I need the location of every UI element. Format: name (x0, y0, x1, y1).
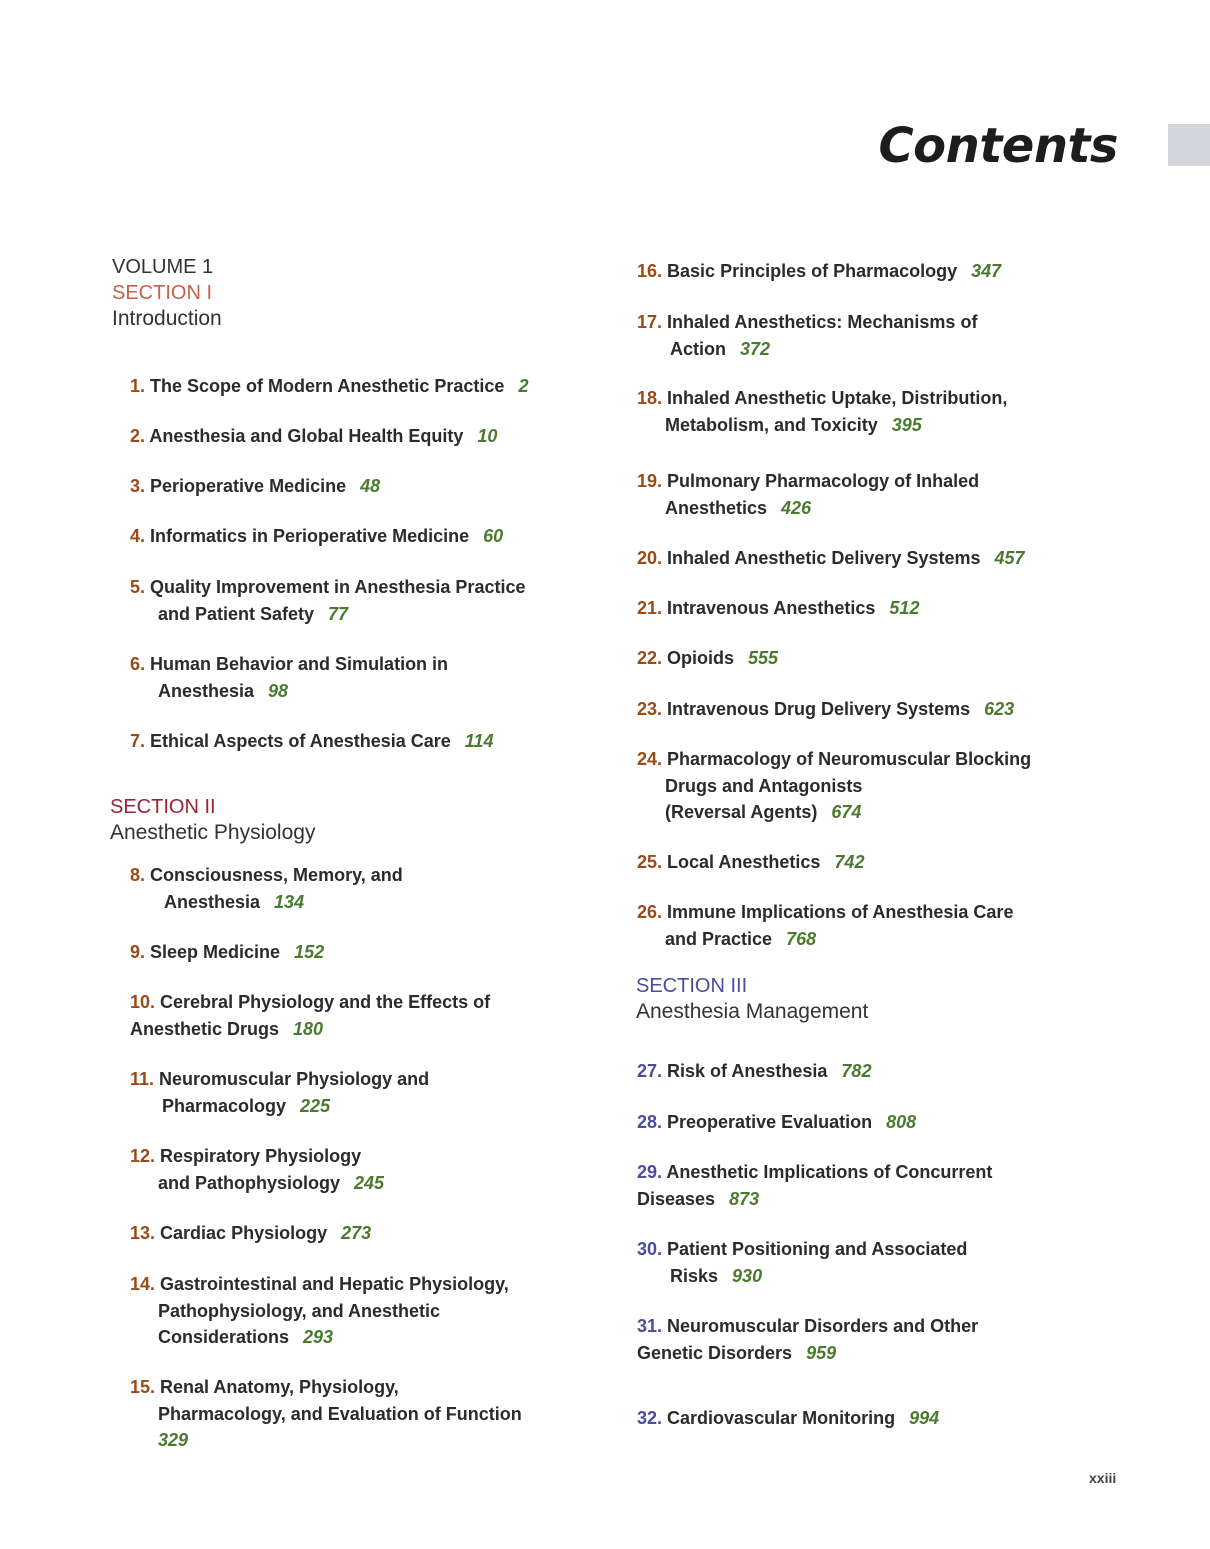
chapter-page-number: 60 (483, 526, 504, 546)
toc-entry[interactable] (637, 1058, 871, 1085)
chapter-number: 18. (637, 388, 668, 408)
chapter-number: 27. (637, 1061, 668, 1081)
chapter-number: 28. (637, 1112, 668, 1132)
chapter-number: 9. (130, 942, 151, 962)
chapter-page-number: 742 (834, 852, 865, 872)
chapter-page-number: 152 (294, 942, 325, 962)
chapter-title: Quality Improvement in Anesthesia Practice (150, 577, 526, 597)
chapter-number: 14. (130, 1274, 161, 1294)
chapter-page-number: 623 (984, 699, 1015, 719)
toc-entry[interactable] (130, 574, 525, 627)
chapter-number: 7. (130, 731, 151, 751)
toc-entry[interactable] (637, 746, 1031, 826)
chapter-page-number: 10 (477, 426, 498, 446)
chapter-title: Pulmonary Pharmacology of Inhaled (667, 471, 980, 491)
toc-entry[interactable] (130, 423, 497, 450)
toc-entry[interactable] (130, 523, 503, 550)
toc-entry[interactable] (637, 595, 919, 622)
toc-entry[interactable] (637, 849, 864, 876)
chapter-number: 21. (637, 598, 668, 618)
chapter-page-number: 347 (971, 261, 1002, 281)
chapter-page-number: 512 (889, 598, 920, 618)
chapter-page-number: 959 (806, 1342, 837, 1363)
toc-entry[interactable] (637, 696, 1014, 723)
chapter-title: Anesthesia (158, 680, 255, 701)
chapter-page-number: 225 (300, 1095, 331, 1116)
chapter-page-number: 48 (360, 476, 381, 496)
chapter-title: Inhaled Anesthetic Uptake, Distribution, (667, 388, 1008, 408)
toc-entry[interactable] (637, 1159, 992, 1212)
chapter-title: Considerations (158, 1327, 290, 1347)
chapter-number: 30. (637, 1239, 668, 1259)
chapter-page-number: 98 (268, 680, 289, 701)
toc-entry[interactable] (130, 989, 490, 1042)
chapter-number: 22. (637, 648, 668, 668)
chapter-number: 13. (130, 1223, 161, 1243)
toc-entry[interactable] (130, 651, 448, 704)
chapter-title: and Practice (665, 928, 773, 949)
chapter-page-number: 808 (886, 1112, 917, 1132)
toc-entry[interactable] (130, 728, 494, 755)
chapter-title: Consciousness, Memory, and (150, 865, 403, 885)
thumb-tab (1168, 124, 1210, 166)
chapter-title: Gastrointestinal and Hepatic Physiology, (160, 1274, 509, 1294)
chapter-title: Diseases (637, 1188, 716, 1209)
volume-label: VOLUME 1 (112, 256, 214, 278)
toc-entry[interactable] (130, 862, 403, 915)
chapter-title: Patient Positioning and Associated (667, 1239, 968, 1259)
chapter-page-number: 457 (994, 548, 1025, 568)
chapter-page-number: 426 (781, 497, 812, 518)
chapter-page-number: 674 (831, 802, 862, 822)
chapter-title: Neuromuscular Disorders and Other (667, 1316, 979, 1336)
toc-entry[interactable] (130, 1220, 371, 1247)
toc-entry[interactable] (637, 1313, 978, 1366)
chapter-page-number: 114 (464, 731, 494, 751)
chapter-title: Perioperative Medicine (150, 476, 347, 496)
section-2-label: SECTION II (110, 796, 216, 818)
chapter-page-number: 372 (740, 338, 771, 359)
toc-entry[interactable] (130, 1066, 429, 1119)
chapter-page-number: 245 (354, 1172, 385, 1193)
chapter-title: Anesthesia (164, 891, 261, 912)
chapter-number: 8. (130, 865, 151, 885)
chapter-number: 31. (637, 1316, 668, 1336)
chapter-page-number: 180 (293, 1018, 324, 1039)
chapter-number: 10. (130, 992, 161, 1012)
chapter-number: 23. (637, 699, 668, 719)
chapter-title: Risk of Anesthesia (667, 1061, 828, 1081)
chapter-number: 1. (130, 376, 151, 396)
toc-entry[interactable] (637, 545, 1025, 572)
chapter-title: Neuromuscular Physiology and (159, 1069, 430, 1089)
toc-entry[interactable] (637, 258, 1001, 285)
chapter-page-number: 930 (732, 1265, 763, 1286)
chapter-title: Drugs and Antagonists (665, 775, 863, 796)
toc-entry[interactable] (130, 1271, 509, 1351)
chapter-title: Pharmacology (162, 1095, 287, 1116)
toc-entry[interactable] (637, 645, 778, 672)
page-folio: xxiii (1089, 1470, 1117, 1486)
chapter-title: Informatics in Perioperative Medicine (150, 526, 470, 546)
toc-entry[interactable] (637, 1109, 916, 1136)
chapter-number: 16. (637, 261, 668, 281)
chapter-number: 11. (130, 1069, 160, 1089)
chapter-page-number: 293 (303, 1327, 334, 1347)
section-3-label: SECTION III (636, 975, 748, 997)
toc-entry[interactable] (130, 373, 528, 400)
chapter-title: and Pathophysiology (158, 1172, 341, 1193)
chapter-number: 12. (130, 1146, 161, 1166)
section-1-label: SECTION I (112, 282, 213, 304)
toc-entry[interactable] (637, 899, 1013, 952)
chapter-title: Anesthesia and Global Health Equity (149, 426, 464, 446)
chapter-title: Local Anesthetics (667, 852, 821, 872)
toc-entry[interactable] (637, 1405, 939, 1432)
chapter-title: Immune Implications of Anesthesia Care (667, 902, 1014, 922)
chapter-number: 20. (637, 548, 668, 568)
chapter-title: Cardiovascular Monitoring (667, 1408, 896, 1428)
chapter-title: Metabolism, and Toxicity (665, 414, 878, 435)
chapter-title: Cardiac Physiology (160, 1223, 328, 1243)
chapter-page-number: 873 (729, 1188, 760, 1209)
section-2-title: Anesthetic Physiology (110, 821, 316, 844)
chapter-title: Pharmacology, and Evaluation of Function (158, 1403, 522, 1424)
chapter-title: Respiratory Physiology (160, 1146, 362, 1166)
section-3-title: Anesthesia Management (636, 1000, 869, 1023)
chapter-title: Opioids (667, 648, 735, 668)
chapter-number: 32. (637, 1408, 668, 1428)
toc-entry[interactable] (637, 309, 977, 362)
chapter-number: 2. (130, 426, 150, 446)
chapter-title: Anesthetic Implications of Concurrent (666, 1162, 993, 1182)
chapter-page-number: 77 (328, 603, 349, 624)
chapter-title: Preoperative Evaluation (667, 1112, 873, 1132)
chapter-title: Ethical Aspects of Anesthesia Care (150, 731, 451, 751)
page-title: Contents (878, 118, 1118, 174)
chapter-page-number: 994 (909, 1408, 940, 1428)
toc-entry[interactable] (130, 473, 380, 500)
chapter-number: 6. (130, 654, 151, 674)
chapter-page-number: 555 (748, 648, 779, 668)
chapter-number: 15. (130, 1377, 161, 1397)
toc-entry[interactable] (130, 939, 324, 966)
chapter-number: 29. (637, 1162, 667, 1182)
chapter-number: 24. (637, 749, 668, 769)
chapter-number: 3. (130, 476, 151, 496)
chapter-page-number: 768 (786, 928, 817, 949)
chapter-page-number: 2 (518, 376, 529, 396)
chapter-title: Renal Anatomy, Physiology, (160, 1377, 399, 1397)
chapter-title: Sleep Medicine (150, 942, 281, 962)
chapter-title: Action (670, 338, 726, 359)
chapter-page-number: 782 (841, 1061, 872, 1081)
chapter-title: Risks (670, 1265, 719, 1286)
chapter-page-number: 134 (274, 891, 305, 912)
chapter-page-number: 273 (341, 1223, 372, 1243)
chapter-title: Cerebral Physiology and the Effects of (160, 992, 491, 1012)
chapter-page-number: 395 (891, 414, 922, 435)
chapter-number: 25. (637, 852, 668, 872)
chapter-page-number: 329 (158, 1430, 189, 1450)
chapter-number: 5. (130, 577, 151, 597)
chapter-number: 17. (637, 312, 668, 332)
chapter-title: Intravenous Drug Delivery Systems (667, 699, 971, 719)
toc-entry[interactable] (637, 468, 979, 521)
chapter-number: 4. (130, 526, 151, 546)
chapter-title: (Reversal Agents) (665, 802, 818, 822)
chapter-title: Anesthetics (665, 497, 768, 518)
chapter-title: Intravenous Anesthetics (667, 598, 876, 618)
chapter-title: Human Behavior and Simulation in (150, 654, 449, 674)
chapter-title: and Patient Safety (158, 603, 315, 624)
section-1-title: Introduction (112, 307, 222, 330)
chapter-title: Pathophysiology, and Anesthetic (158, 1300, 441, 1321)
toc-entry[interactable] (130, 1143, 384, 1196)
chapter-title: Anesthetic Drugs (130, 1018, 280, 1039)
chapter-title: The Scope of Modern Anesthetic Practice (150, 376, 505, 396)
chapter-title: Inhaled Anesthetic Delivery Systems (667, 548, 981, 568)
chapter-title: Inhaled Anesthetics: Mechanisms of (667, 312, 978, 332)
toc-entry[interactable] (130, 1374, 522, 1454)
chapter-title: Pharmacology of Neuromuscular Blocking (667, 749, 1032, 769)
chapter-number: 26. (637, 902, 668, 922)
chapter-title: Basic Principles of Pharmacology (667, 261, 958, 281)
chapter-number: 19. (637, 471, 668, 491)
toc-entry[interactable] (637, 1236, 967, 1289)
toc-entry[interactable] (637, 385, 1007, 438)
chapter-title: Genetic Disorders (637, 1342, 793, 1363)
